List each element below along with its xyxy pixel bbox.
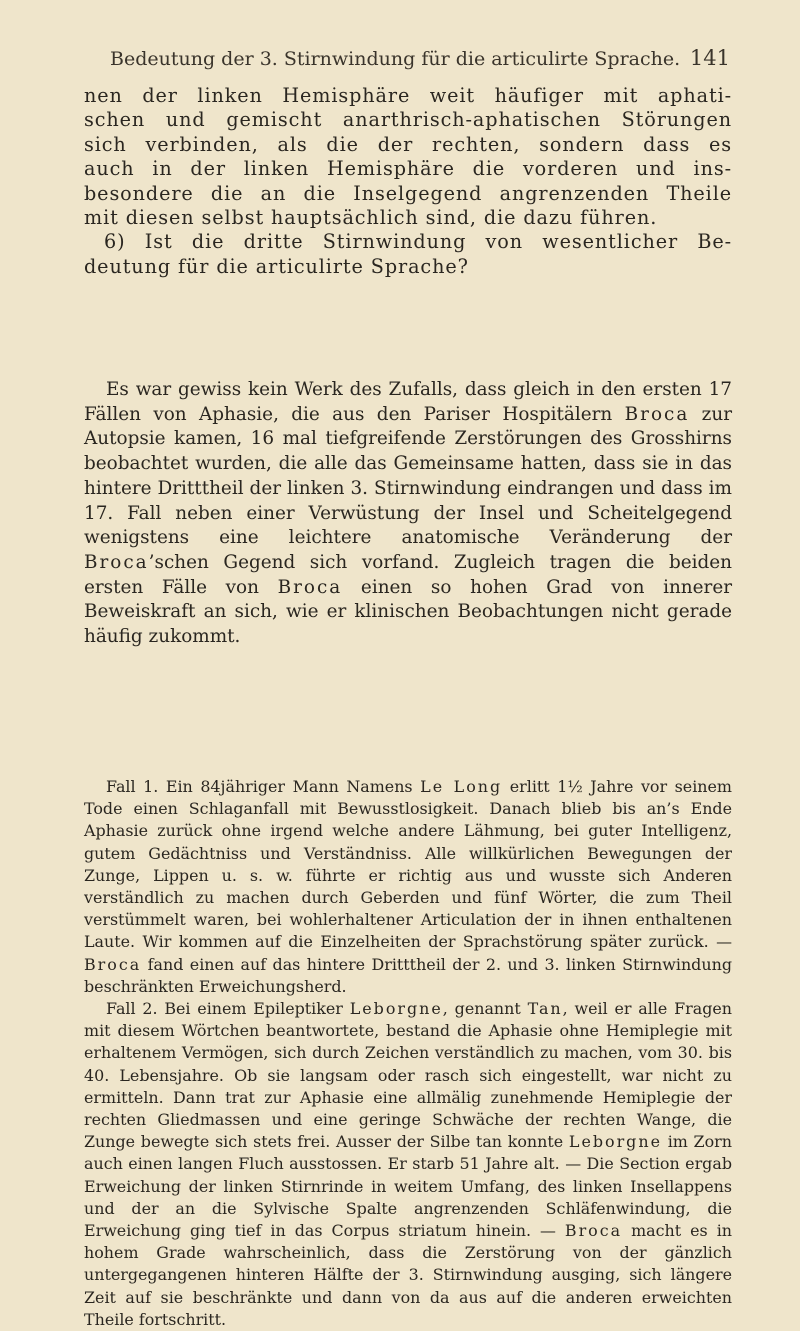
large-type-passage: [84, 84, 732, 279]
patient-name: Leborgne: [568, 1132, 662, 1152]
main-paragraph-block: [84, 378, 732, 650]
patient-name: Le Long: [420, 777, 503, 796]
text-line: sich verbinden, als die der rechten, sondern dass es: [84, 132, 732, 156]
text-line: besondere die an die Inselgegend angrenzenden Theile: [84, 181, 732, 205]
author-name: Broca: [84, 954, 142, 974]
page-number: 141: [689, 46, 730, 70]
section-question-line: 6) Ist die dritte Stirnwindung von wesentlicher Be-: [104, 230, 732, 254]
case-reports-block: [84, 776, 732, 1331]
author-name: Broca: [564, 1221, 623, 1241]
paragraph-broca: Es war gewiss kein Werk des Zufalls, dass gleich in den ersten 17 Fällen von Aphasie, die aus den Pariser Hospitälern Broca zur Autopsie kamen, 16 mal tiefgreifende Zerstörungen des Grosshirns beobachtet wurden, die alle das Gemeinsame hatten, dass sie in das hintere Dritttheil der linken 3. Stirnwindung eindrangen und dass im 17. Fall neben einer Verwüstung der Insel und Scheitelgegend wenigstens eine leichtere anatomische Veränderung der Broca’schen Gegend sich vorfand. Zugleich tragen die beiden ersten Fälle von Broca einen so hohen Grad von innerer Beweiskraft an sich, wie er klinischen Beobachtungen nicht gerade häufig zukommt.: [84, 379, 733, 648]
patient-nickname: Tan: [527, 999, 563, 1019]
running-header: [84, 44, 730, 74]
running-title: Bedeutung der 3. Stirnwindung für die articulirte Sprache.: [110, 48, 681, 70]
text-line: schen und gemischt anarthrisch-aphatischen Störungen: [84, 108, 732, 132]
author-name: Broca: [277, 576, 343, 598]
case-report-1: Fall 1. Ein 84jähriger Mann Namens Le Long erlitt 1½ Jahre vor seinem Tode einen Schlaganfall mit Bewusstlosigkeit. Danach blieb bis an’s Ende Aphasie zurück ohne irgend welche andere Lähmung, bei guter Intelligenz, gutem Gedächtniss und Verständniss. Alle willkürlichen Bewegungen der Zunge, Lippen u. s. w. führte er richtig aus und wusste sich Anderen verständlich zu machen durch Geberden und fünf Wörter, die zum Theil verstümmelt waren, bei wohlerhaltener Articulation der in ihnen enthaltenen Laute. Wir kommen auf die Einzelheiten der Sprachstörung später zurück. — Broca fand einen auf das hintere Dritttheil der 2. und 3. linken Stirnwindung beschränkten Erweichungsherd.: [84, 777, 732, 996]
author-name: Broca: [624, 403, 690, 425]
text-line: auch in der linken Hemisphäre die vorderen und ins-: [84, 157, 732, 181]
text-line: nen der linken Hemisphäre weit häufiger mit aphati-: [84, 84, 732, 107]
text-line: mit diesen selbst hauptsächlich sind, die dazu führen.: [84, 206, 658, 230]
patient-name: Leborgne: [349, 999, 443, 1019]
author-name: Broca: [84, 551, 149, 573]
section-question-line: deutung für die articulirte Sprache?: [84, 254, 469, 278]
case-report-2: Fall 2. Bei einem Epileptiker Leborgne, genannt Tan, weil er alle Fragen mit diesem Wörtchen beantwortete, bestand die Aphasie ohne Hemiplegie mit erhaltenem Vermögen, sich durch Zeichen verständlich zu machen, vom 30. bis 40. Lebensjahre. Ob sie langsam oder rasch sich eingestellt, war nicht zu ermitteln. Dann trat zur Aphasie eine allmälig zunehmende Hemiplegie der rechten Gliedmassen und eine geringe Schwäche der rechten Wange, die Zunge bewegte sich stets frei. Ausser der Silbe tan konnte Leborgne im Zorn auch einen langen Fluch ausstossen. Er starb 51 Jahre alt. — Die Section ergab Erweichung der linken Stirnrinde in weitem Umfang, des linken Insellappens und der an die Sylvische Spalte angrenzenden Schläfenwindung, die Erweichung ging tief in das Corpus striatum hinein. — Broca macht es in hohem Grade wahrscheinlich, dass die Zerstörung von der gänzlich untergegangenen hinteren Hälfte der 3. Stirnwindung ausging, sich längere Zeit auf sie beschränkte und dann von da aus auf die anderen erweichten Theile fortschritt.: [84, 999, 733, 1329]
